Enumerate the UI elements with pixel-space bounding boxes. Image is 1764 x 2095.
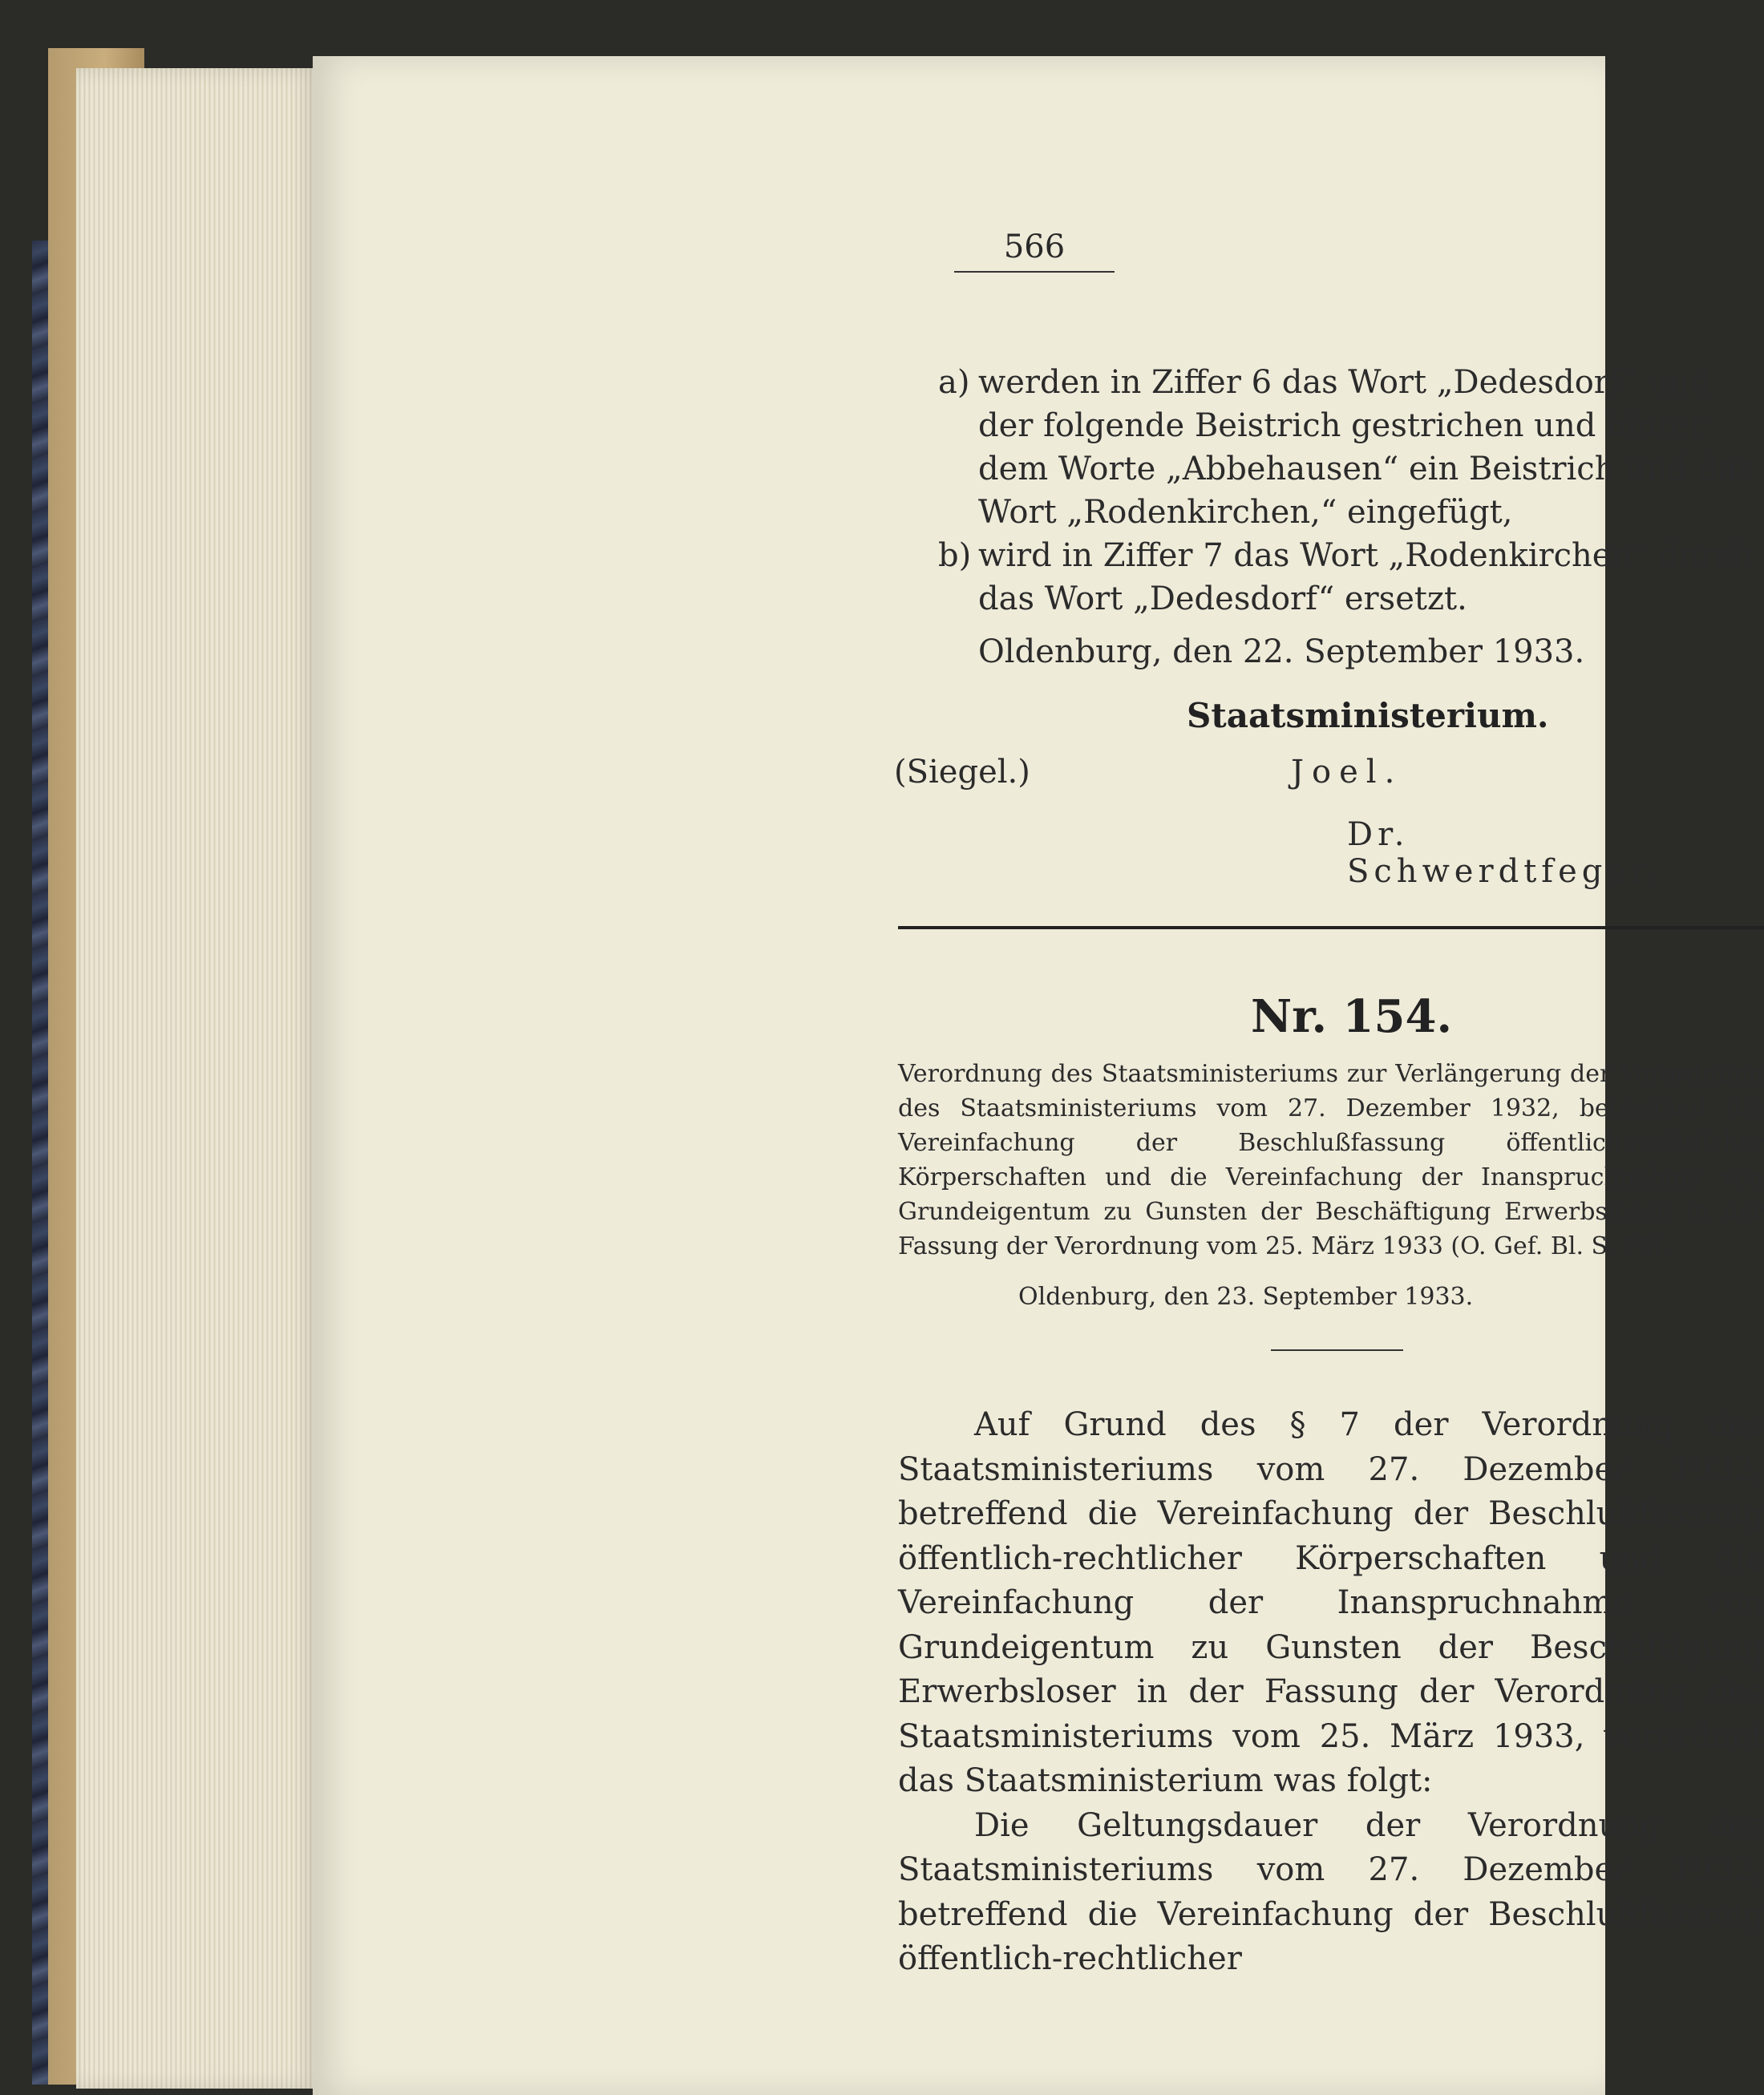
- amendment-item: [938, 361, 1756, 534]
- ordinance-number: Nr. 154.: [1251, 990, 1452, 1043]
- place-date: Oldenburg, den 23. September 1933.: [1018, 1283, 1474, 1311]
- page-number: 566: [1003, 229, 1066, 265]
- signatory-authority: Staatsministerium.: [1187, 696, 1549, 735]
- signer-name: Joel.: [1291, 754, 1403, 791]
- amendment-marker: a): [938, 364, 970, 401]
- ordinance-title: Verordnung des Staatsministeriums zur Verlängerung der Verordnung des Staatsministeriums vom 27. Dezember 1932, betreffend die Vereinfachung der Beschlußfassung öffentlich-rechtlicher Körperschaften und die Vereinfachung der Inanspruchnahme von Grundeigentum zu Gunsten der Beschäftigung Erwerbsloser, in der Fassung der Verordnung vom 25. März 1933 (O. Gef. Bl. S. 75).: [898, 1060, 1764, 1260]
- page-block-edge: [76, 68, 317, 2089]
- body-paragraph: Auf Grund des § 7 der Verordnung des Staatsministeriums vom 27. Dezember 1932, betreffend die Vereinfachung der Beschlußfassung öffentlich-rechtlicher Körperschaften und die Vereinfachung der Inanspruchnahme von Grundeigentum zu Gunsten der Beschäftigung Erwerbsloser in der Fassung der Verordnung des Staatsministeriums vom 25. März 1933, verordnet das Staatsministerium was folgt:: [898, 1406, 1764, 1799]
- amendment-text: wird in Ziffer 7 das Wort „Rodenkirchen“ durch das Wort „Dedesdorf“ ersetzt.: [978, 537, 1754, 617]
- page-number-rule: [954, 271, 1115, 273]
- body-paragraph: Die Geltungsdauer der Verordnung des Staatsministeriums vom 27. Dezember 1932, betreffend die Vereinfachung der Beschlußfassung öffentlich-rechtlicher: [898, 1806, 1764, 1977]
- section-divider: [898, 926, 1764, 929]
- amendment-list: [938, 361, 1756, 621]
- signer-name: Dr. Schwerdtfeger.: [1347, 816, 1663, 890]
- ordinance-body: [898, 1403, 1764, 1982]
- book-page: [313, 56, 1764, 2095]
- amendment-item: [938, 534, 1756, 621]
- seal-note: (Siegel.): [894, 754, 1030, 791]
- short-divider: [1271, 1349, 1403, 1351]
- amendment-text: werden in Ziffer 6 das Wort „Dedesdorf“ und der folgende Beistrich gestrichen und hinter dem Worte „Abbehausen“ ein Beistrich und das Wort „Rodenkirchen,“ eingefügt,: [978, 364, 1754, 531]
- amendment-marker: b): [938, 537, 972, 574]
- place-date: Oldenburg, den 22. September 1933.: [978, 633, 1585, 670]
